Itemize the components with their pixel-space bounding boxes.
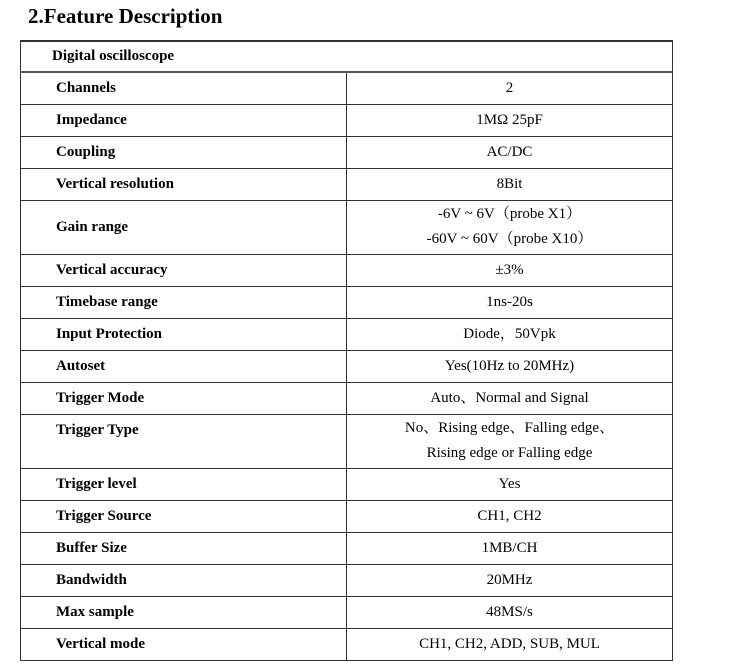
spec-value-line: Yes	[498, 475, 521, 492]
table-row	[21, 532, 673, 564]
table-title-row	[21, 41, 673, 72]
spec-label: Trigger level	[21, 468, 347, 500]
spec-label: Input Protection	[21, 318, 347, 350]
table-row	[21, 350, 673, 382]
table-row	[21, 254, 673, 286]
spec-value	[347, 136, 673, 168]
spec-label: Bandwidth	[21, 564, 347, 596]
table-row	[21, 136, 673, 168]
spec-value-line: 20MHz	[486, 571, 533, 588]
spec-value-line: No、Rising edge、Falling edge、	[404, 420, 615, 436]
spec-value-line: CH1, CH2	[477, 507, 542, 524]
spec-label: Coupling	[21, 136, 347, 168]
table-row	[21, 468, 673, 500]
spec-label: Gain range	[21, 200, 347, 254]
spec-value	[347, 532, 673, 564]
spec-value-line: CH1, CH2, ADD, SUB, MUL	[419, 635, 600, 652]
spec-value	[347, 286, 673, 318]
table-row	[21, 500, 673, 532]
spec-value-line: -60V ~ 60V（probe X10）	[426, 231, 593, 247]
spec-value	[347, 564, 673, 596]
spec-label: Impedance	[21, 104, 347, 136]
spec-value	[347, 200, 673, 254]
table-row	[21, 104, 673, 136]
table-title: Digital oscilloscope	[21, 41, 673, 72]
spec-table	[20, 40, 673, 661]
spec-value	[347, 414, 673, 468]
spec-value-line: 1MΩ 25pF	[476, 111, 543, 128]
spec-label: Buffer Size	[21, 532, 347, 564]
spec-value-line: 48MS/s	[486, 603, 533, 620]
spec-value-line: AC/DC	[486, 143, 533, 160]
table-row	[21, 414, 673, 468]
spec-label: Vertical accuracy	[21, 254, 347, 286]
spec-value-line: Rising edge or Falling edge	[426, 445, 593, 461]
spec-value	[347, 254, 673, 286]
spec-value	[347, 500, 673, 532]
spec-label: Vertical resolution	[21, 168, 347, 200]
spec-value-line: 1MB/CH	[481, 539, 538, 556]
table-row	[21, 628, 673, 660]
table-row	[21, 168, 673, 200]
spec-label: Max sample	[21, 596, 347, 628]
spec-value	[347, 468, 673, 500]
table-row	[21, 564, 673, 596]
spec-label: Timebase range	[21, 286, 347, 318]
spec-value-line: Yes(10Hz to 20MHz)	[444, 357, 575, 374]
spec-label: Vertical mode	[21, 628, 347, 660]
spec-value	[347, 168, 673, 200]
table-row	[21, 596, 673, 628]
spec-value-line: 8Bit	[496, 175, 523, 192]
spec-value	[347, 596, 673, 628]
section-heading: 2.Feature Description	[28, 4, 223, 28]
spec-value-line: -6V ~ 6V（probe X1）	[437, 206, 582, 222]
spec-value	[347, 350, 673, 382]
spec-value-line: Auto、Normal and Signal	[430, 389, 589, 406]
table-row	[21, 382, 673, 414]
spec-label: Channels	[21, 72, 347, 104]
table-row	[21, 286, 673, 318]
table-row	[21, 318, 673, 350]
spec-value-line: 2	[505, 79, 514, 96]
spec-value	[347, 104, 673, 136]
spec-value-line: Diode，50Vpk	[463, 325, 556, 342]
spec-label: Autoset	[21, 350, 347, 382]
spec-label: Trigger Source	[21, 500, 347, 532]
spec-value-line: ±3%	[495, 261, 524, 278]
spec-value-line: 1ns-20s	[486, 293, 533, 310]
spec-label: Trigger Mode	[21, 382, 347, 414]
spec-value	[347, 382, 673, 414]
spec-value	[347, 72, 673, 104]
table-row	[21, 200, 673, 254]
table-row	[21, 72, 673, 104]
spec-label: Trigger Type	[21, 414, 347, 468]
spec-value	[347, 318, 673, 350]
spec-table-body	[21, 41, 673, 660]
spec-value	[347, 628, 673, 660]
